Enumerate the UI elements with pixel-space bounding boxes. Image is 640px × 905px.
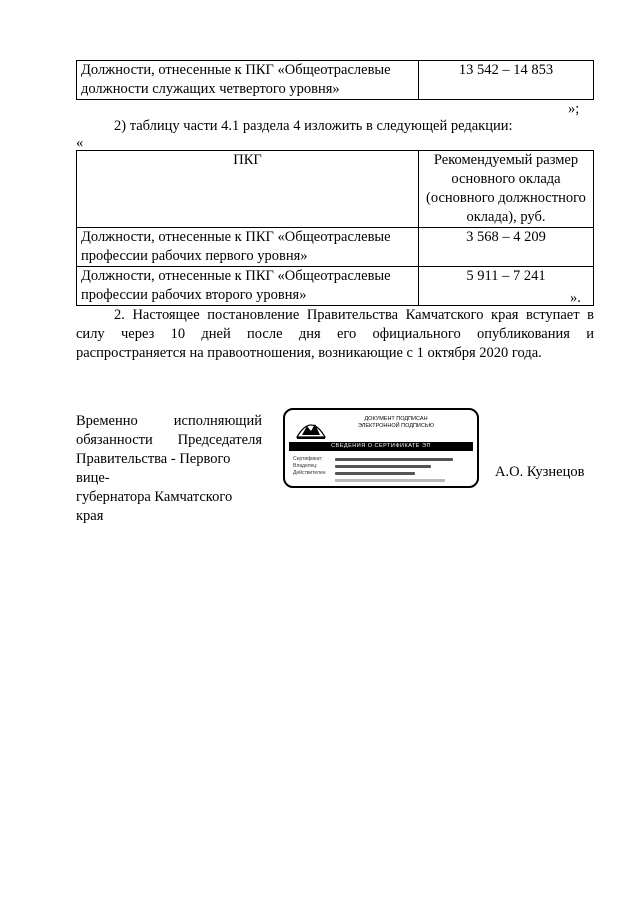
row-value: 3 568 – 4 209 [466, 229, 546, 245]
stamp-bar: СВЕДЕНИЯ О СЕРТИФИКАТЕ ЭП [289, 442, 473, 451]
signer-name: А.О. Кузнецов [495, 464, 585, 480]
stamp-label: Сертификат: [293, 456, 323, 462]
header-pkg-text: ПКГ [233, 152, 262, 168]
stamp-heading [331, 416, 461, 430]
closing-quote-2: ». [570, 290, 581, 306]
signer-line [76, 412, 262, 431]
stamp-heading-line: ЭЛЕКТРОННОЙ ПОДПИСЬЮ [357, 423, 435, 429]
header-salary-line: основного оклада [451, 171, 561, 187]
signer-word: исполняющий [173, 413, 262, 429]
row-label-line2: профессии рабочих первого уровня» [81, 248, 308, 264]
opening-quote: « [76, 135, 84, 151]
signer-line: Правительства - Первого вице- [76, 451, 231, 486]
table-cell-label [77, 228, 419, 267]
table-cell-value [419, 61, 594, 100]
table-header-row [77, 151, 594, 228]
table-ppkg-workers [76, 150, 594, 306]
header-salary [419, 151, 594, 228]
signer-title [76, 412, 262, 526]
paragraph-line: силу через 10 дней после дня его официального опубликования и [76, 326, 594, 342]
stamp-label: Действителен [293, 470, 326, 476]
row-label-line2: должности служащих четвертого уровня» [81, 81, 340, 97]
coat-of-arms-icon [293, 415, 329, 441]
stamp-row-owner [293, 463, 471, 469]
row-label-line1: Должности, отнесенные к ПКГ «Общеотраслевые [81, 62, 391, 78]
stamp-heading-line: ДОКУМЕНТ ПОДПИСАН [364, 416, 428, 422]
header-salary-line: (основного должностного [426, 190, 586, 206]
table-cell-value [419, 228, 594, 267]
stamp-value-placeholder [335, 472, 415, 475]
header-pkg [77, 151, 419, 228]
row-label-line1: Должности, отнесенные к ПКГ «Общеотраслевые [81, 268, 391, 284]
stamp-row-valid [293, 470, 471, 476]
paragraph-line: 2. Настоящее постановление Правительства Камчатского края вступает в [114, 307, 594, 323]
row-label-line1: Должности, отнесенные к ПКГ «Общеотраслевые [81, 229, 391, 245]
table-row [77, 61, 594, 100]
table-ppkg-employees [76, 60, 594, 100]
stamp-value-placeholder [335, 465, 431, 468]
row-label-line2: профессии рабочих второго уровня» [81, 287, 307, 303]
intro-paragraph: 2) таблицу части 4.1 раздела 4 изложить в следующей редакции: [114, 118, 513, 134]
paragraph-line: распространяется на правоотношения, возникающие с 1 октября 2020 года. [76, 345, 542, 361]
signer-line [76, 431, 262, 450]
stamp-footer-placeholder [335, 479, 445, 482]
row-value: 5 911 – 7 241 [466, 268, 546, 284]
table-cell-value [419, 267, 594, 306]
stamp-label: Владелец: [293, 463, 318, 469]
table-cell-label [77, 267, 419, 306]
header-salary-line: оклада), руб. [466, 209, 546, 225]
paragraph-2 [76, 306, 594, 363]
stamp-row-cert [293, 456, 471, 462]
closing-quote-1: »; [568, 101, 580, 117]
header-salary-line: Рекомендуемый размер [433, 152, 579, 168]
e-signature-stamp [283, 408, 479, 488]
signer-word: Председателя [177, 432, 262, 448]
signer-line: губернатора Камчатского края [76, 489, 233, 524]
signer-word: обязанности [76, 432, 153, 448]
row-value: 13 542 – 14 853 [458, 62, 554, 78]
table-row [77, 228, 594, 267]
stamp-value-placeholder [335, 458, 453, 461]
signer-word: Временно [76, 413, 138, 429]
table-row [77, 267, 594, 306]
table-cell-label [77, 61, 419, 100]
